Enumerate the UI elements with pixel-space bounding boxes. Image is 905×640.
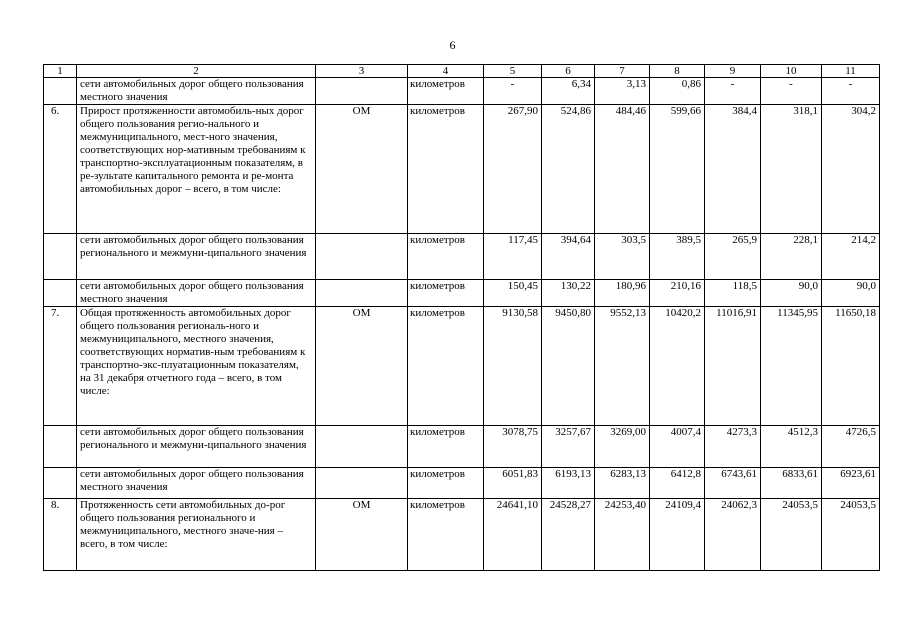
value-cell: 394,64 [542, 234, 595, 280]
source-code [316, 426, 408, 468]
header-cell: 8 [650, 65, 705, 78]
header-cell: 6 [542, 65, 595, 78]
value-cell: 267,90 [484, 105, 542, 234]
value-cell: 0,86 [650, 78, 705, 105]
value-cell: 11650,18 [822, 307, 880, 426]
value-cell: 6743,61 [705, 468, 761, 499]
value-cell: 24053,5 [822, 499, 880, 571]
source-code [316, 234, 408, 280]
value-cell: - [761, 78, 822, 105]
value-cell: 6833,61 [761, 468, 822, 499]
unit-cell: километров [408, 78, 484, 105]
value-cell: 6051,83 [484, 468, 542, 499]
value-cell: 150,45 [484, 280, 542, 307]
source-code: ОМ [316, 499, 408, 571]
value-cell: 304,2 [822, 105, 880, 234]
value-cell: 4726,5 [822, 426, 880, 468]
value-cell: 24528,27 [542, 499, 595, 571]
value-cell: 3078,75 [484, 426, 542, 468]
indicator-name: Общая протяженность автомобильных дорог общего пользования региональ-ного и межмуниципального, местного значения, соответствующих норматив-ным требованиям к транспортно-экс-плуатационным показателям, на 31 декабря отчетного года – всего, в том числе: [77, 307, 316, 426]
source-code [316, 468, 408, 499]
source-code [316, 78, 408, 105]
source-code: ОМ [316, 105, 408, 234]
value-cell: 524,86 [542, 105, 595, 234]
source-code: ОМ [316, 307, 408, 426]
value-cell: 24641,10 [484, 499, 542, 571]
value-cell: 6,34 [542, 78, 595, 105]
value-cell: 9130,58 [484, 307, 542, 426]
value-cell: 4007,4 [650, 426, 705, 468]
row-number [44, 468, 77, 499]
value-cell: 24253,40 [595, 499, 650, 571]
value-cell: 228,1 [761, 234, 822, 280]
value-cell: 24109,4 [650, 499, 705, 571]
unit-cell: километров [408, 468, 484, 499]
row-number [44, 234, 77, 280]
table-row [44, 234, 880, 280]
unit-cell: километров [408, 105, 484, 234]
value-cell: 6193,13 [542, 468, 595, 499]
indicator-name: Прирост протяженности автомобиль-ных дорог общего пользования регио-нального и межмуниципального, мест-ного значения, соответствующих нор-мативным требованиям к транспортно-эксплуатационным показателям, в ре-зультате капитального ремонта и ре-монта автомобильных дорог – всего, в том числе: [77, 105, 316, 234]
value-cell: 24062,3 [705, 499, 761, 571]
row-number: 8. [44, 499, 77, 571]
value-cell: 90,0 [822, 280, 880, 307]
value-cell: 117,45 [484, 234, 542, 280]
value-cell: 214,2 [822, 234, 880, 280]
value-cell: 3269,00 [595, 426, 650, 468]
header-row [44, 65, 880, 78]
table-row [44, 468, 880, 499]
indicator-name: сети автомобильных дорог общего пользования местного значения [77, 468, 316, 499]
unit-cell: километров [408, 234, 484, 280]
value-cell: 4512,3 [761, 426, 822, 468]
value-cell: 389,5 [650, 234, 705, 280]
indicator-name: сети автомобильных дорог общего пользования местного значения [77, 78, 316, 105]
value-cell: 10420,2 [650, 307, 705, 426]
value-cell: 6412,8 [650, 468, 705, 499]
value-cell: 130,22 [542, 280, 595, 307]
value-cell: 118,5 [705, 280, 761, 307]
value-cell: 265,9 [705, 234, 761, 280]
header-cell: 10 [761, 65, 822, 78]
value-cell: 11345,95 [761, 307, 822, 426]
value-cell: 384,4 [705, 105, 761, 234]
unit-cell: километров [408, 307, 484, 426]
value-cell: 9552,13 [595, 307, 650, 426]
value-cell: 599,66 [650, 105, 705, 234]
header-cell: 3 [316, 65, 408, 78]
indicator-name: сети автомобильных дорог общего пользования местного значения [77, 280, 316, 307]
value-cell: 6283,13 [595, 468, 650, 499]
value-cell: 210,16 [650, 280, 705, 307]
row-number: 6. [44, 105, 77, 234]
indicator-name: сети автомобильных дорог общего пользования регионального и межмуни-ципального значения [77, 426, 316, 468]
value-cell: 3257,67 [542, 426, 595, 468]
indicators-table [43, 64, 880, 571]
indicator-name: Протяженность сети автомобильных до-рог общего пользования регионального и межмуниципального, местного значе-ния – всего, в том числе: [77, 499, 316, 571]
value-cell: 90,0 [761, 280, 822, 307]
header-cell: 11 [822, 65, 880, 78]
value-cell: 11016,91 [705, 307, 761, 426]
value-cell: 180,96 [595, 280, 650, 307]
value-cell: - [484, 78, 542, 105]
header-cell: 1 [44, 65, 77, 78]
unit-cell: километров [408, 426, 484, 468]
table-row [44, 105, 880, 234]
header-cell: 9 [705, 65, 761, 78]
row-number [44, 78, 77, 105]
header-cell: 5 [484, 65, 542, 78]
value-cell: 4273,3 [705, 426, 761, 468]
value-cell: - [705, 78, 761, 105]
header-cell: 4 [408, 65, 484, 78]
indicator-name: сети автомобильных дорог общего пользования регионального и межмуни-ципального значения [77, 234, 316, 280]
table-row [44, 78, 880, 105]
page-number: 6 [449, 38, 456, 52]
row-number [44, 280, 77, 307]
value-cell: 3,13 [595, 78, 650, 105]
row-number: 7. [44, 307, 77, 426]
table-row [44, 280, 880, 307]
table-row [44, 307, 880, 426]
unit-cell: километров [408, 499, 484, 571]
value-cell: 6923,61 [822, 468, 880, 499]
value-cell: 303,5 [595, 234, 650, 280]
value-cell: 484,46 [595, 105, 650, 234]
table-row [44, 499, 880, 571]
row-number [44, 426, 77, 468]
table-row [44, 426, 880, 468]
value-cell: 24053,5 [761, 499, 822, 571]
value-cell: 318,1 [761, 105, 822, 234]
header-cell: 7 [595, 65, 650, 78]
header-cell: 2 [77, 65, 316, 78]
value-cell: - [822, 78, 880, 105]
source-code [316, 280, 408, 307]
value-cell: 9450,80 [542, 307, 595, 426]
unit-cell: километров [408, 280, 484, 307]
